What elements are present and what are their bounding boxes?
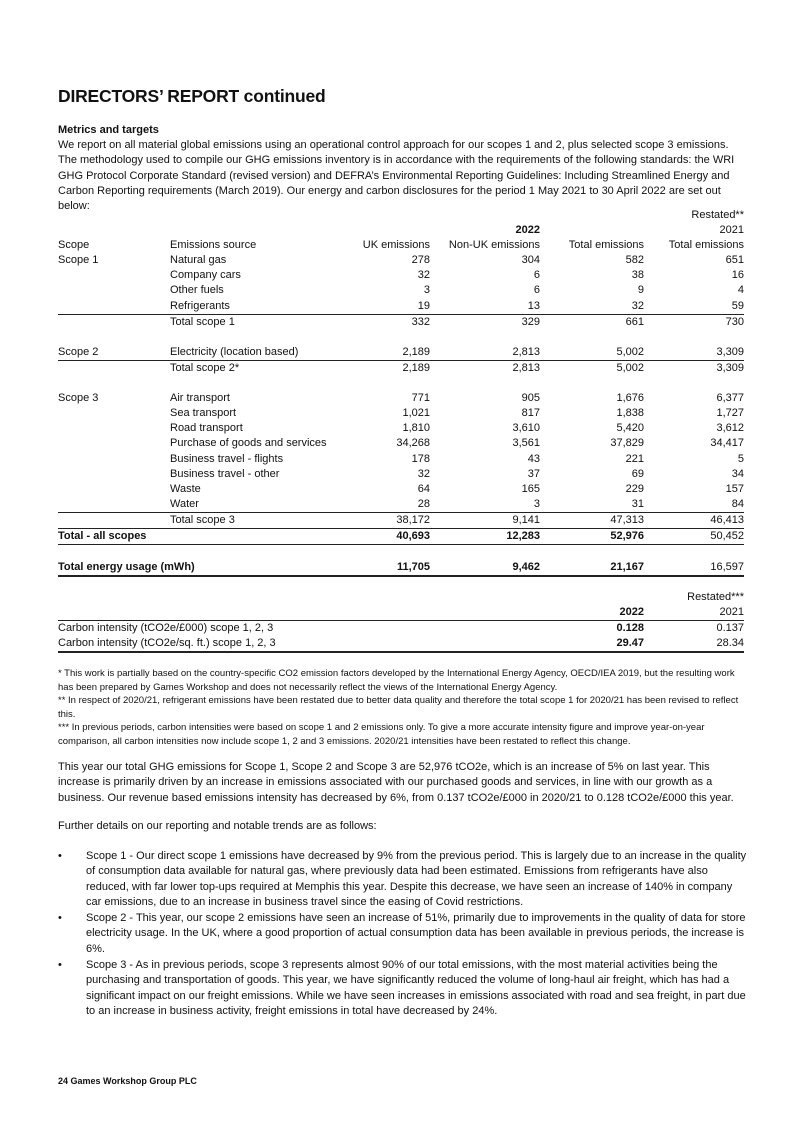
emissions-value: 229 bbox=[625, 482, 644, 495]
emissions-value: 178 bbox=[411, 452, 430, 465]
table-cell bbox=[430, 208, 540, 223]
total-label: Total scope 3 bbox=[170, 512, 342, 528]
total-value: 46,413 bbox=[644, 512, 744, 528]
page-footer: 24 Games Workshop Group PLC bbox=[58, 1076, 197, 1086]
emissions-source: Other fuels bbox=[170, 284, 224, 297]
table-row bbox=[58, 482, 744, 497]
emissions-source: Purchase of goods and services bbox=[170, 437, 327, 450]
table-row bbox=[58, 621, 744, 637]
emissions-value: 59 bbox=[731, 299, 744, 312]
table-cell bbox=[170, 330, 342, 345]
intensity-label: Carbon intensity (tCO2e/sq. ft.) scope 1, 2, 3 bbox=[58, 636, 538, 652]
emissions-source: Business travel - flights bbox=[170, 452, 284, 465]
table-row bbox=[58, 421, 744, 436]
total-value: 2,813 bbox=[430, 360, 540, 376]
intensity-value: 29.47 bbox=[538, 636, 644, 652]
table-cell bbox=[342, 208, 430, 223]
table-cell bbox=[430, 376, 540, 391]
emissions-source: Road transport bbox=[170, 422, 243, 435]
spacer-row bbox=[58, 376, 744, 391]
scope-label bbox=[58, 421, 170, 436]
table-row bbox=[58, 636, 744, 652]
energy-value: 11,705 bbox=[342, 560, 430, 576]
emissions-value: 19 bbox=[417, 299, 430, 312]
total-value: 661 bbox=[540, 314, 644, 330]
emissions-value: 221 bbox=[625, 452, 644, 465]
energy-row bbox=[58, 560, 744, 576]
emissions-value: 64 bbox=[417, 482, 430, 495]
emissions-source: Waste bbox=[170, 482, 201, 495]
emissions-value: 278 bbox=[411, 254, 430, 267]
table-cell bbox=[58, 376, 170, 391]
table-cell bbox=[644, 545, 744, 560]
bullet-icon: • bbox=[58, 850, 62, 862]
energy-value: 21,167 bbox=[540, 560, 644, 576]
emissions-value: 5,420 bbox=[616, 422, 644, 435]
scope-label bbox=[58, 497, 170, 513]
emissions-value: 3,610 bbox=[512, 422, 540, 435]
total-value: 3,309 bbox=[644, 360, 744, 376]
column-header: Total emissions bbox=[568, 239, 644, 252]
total-value: 9,141 bbox=[430, 512, 540, 528]
emissions-value: 9 bbox=[637, 284, 644, 297]
section-title: Metrics and targets bbox=[58, 124, 159, 136]
table-cell bbox=[170, 208, 342, 223]
emissions-source: Electricity (location based) bbox=[170, 345, 299, 358]
emissions-value: 5,002 bbox=[616, 345, 644, 358]
emissions-source: Air transport bbox=[170, 392, 230, 405]
table-cell bbox=[644, 376, 744, 391]
emissions-value: 582 bbox=[625, 254, 644, 267]
table-row bbox=[58, 253, 744, 268]
table-cell bbox=[538, 590, 644, 605]
column-header: UK emissions bbox=[362, 239, 430, 252]
emissions-value: 6 bbox=[533, 269, 540, 282]
table-cell bbox=[170, 545, 342, 560]
header-row bbox=[58, 208, 744, 223]
total-value: 5,002 bbox=[540, 360, 644, 376]
table-row bbox=[58, 283, 744, 298]
footnote: *** In previous periods, carbon intensities were based on scope 1 and 2 emissions only. To give a more accurate intensity figure and improve year-on-year comparison, all carbon intensities now include scope 1, 2 and 3 emissions. 2020/21 intensities have been restated to reflect this change. bbox=[58, 722, 705, 747]
total-value: 38,172 bbox=[342, 512, 430, 528]
column-header: Scope bbox=[58, 239, 90, 252]
intensity-value: 28.34 bbox=[644, 636, 744, 652]
total-row bbox=[58, 360, 744, 376]
emissions-value: 28 bbox=[417, 497, 430, 510]
emissions-value: 3,561 bbox=[512, 437, 540, 450]
table-cell bbox=[342, 376, 430, 391]
summary-paragraph: This year our total GHG emissions for Scope 1, Scope 2 and Scope 3 are 52,976 tCO2e, which is an increase of 5% on last year. This increase is primarily driven by an increase in emissions associated with our purchased goods and services, in line with our growth as a business. Our revenue based emissions intensity has decreased by 6%, from 0.137 tCO2e/£000 in 2020/21 to 0.128 tCO2e/£000 this year. bbox=[58, 761, 734, 804]
emissions-value: 4 bbox=[737, 284, 744, 297]
scope-label bbox=[58, 452, 170, 467]
table-row bbox=[58, 299, 744, 315]
energy-value: 9,462 bbox=[430, 560, 540, 576]
intro-paragraph: We report on all material global emissions using an operational control approach for our scopes 1 and 2, plus selected scope 3 emissions. The methodology used to compile our GHG emissions inventory is in accordance with the requirements of the following standards: the WRI GHG Protocol Corporate Standard (revised version) and DEFRA’s Environmental Reporting Guidelines: Including Streamlined Energy and Carbon Reporting requirements (March 2019). Our energy and carbon disclosures for the period 1 May 2021 to 30 April 2022 are set out below: bbox=[58, 139, 735, 213]
table-cell bbox=[540, 545, 644, 560]
table-cell bbox=[58, 208, 170, 223]
table-cell bbox=[540, 376, 644, 391]
all-scopes-row bbox=[58, 528, 744, 544]
total-value: 2,189 bbox=[342, 360, 430, 376]
restated-label: Restated** bbox=[691, 209, 744, 221]
carbon-intensity-table bbox=[58, 590, 744, 653]
table-cell bbox=[540, 208, 644, 223]
emissions-value: 32 bbox=[417, 467, 430, 480]
total-row bbox=[58, 314, 744, 330]
emissions-source: Refrigerants bbox=[170, 299, 230, 312]
intensity-label: Carbon intensity (tCO2e/£000) scope 1, 2, 3 bbox=[58, 622, 274, 635]
all-scopes-value: 40,693 bbox=[342, 528, 430, 544]
table-cell bbox=[644, 330, 744, 345]
table-cell bbox=[58, 223, 170, 238]
emissions-value: 1,021 bbox=[402, 407, 430, 420]
total-label: Total scope 1 bbox=[170, 314, 342, 330]
footnotes bbox=[58, 667, 748, 749]
table-cell bbox=[58, 512, 170, 528]
table-cell bbox=[58, 605, 538, 621]
list-item bbox=[58, 958, 748, 1019]
emissions-value: 817 bbox=[521, 407, 540, 420]
page-title: DIRECTORS’ REPORT continued bbox=[58, 86, 326, 106]
emissions-value: 1,810 bbox=[402, 422, 430, 435]
table-row bbox=[58, 452, 744, 467]
bullet-icon: • bbox=[58, 912, 62, 925]
total-row bbox=[58, 512, 744, 528]
emissions-value: 13 bbox=[527, 299, 540, 312]
scope-label bbox=[58, 268, 170, 283]
table-cell bbox=[170, 528, 342, 544]
emissions-value: 905 bbox=[521, 392, 540, 405]
scope-label bbox=[58, 482, 170, 497]
all-scopes-value: 12,283 bbox=[430, 528, 540, 544]
table-cell bbox=[58, 545, 170, 560]
emissions-value: 651 bbox=[725, 254, 744, 267]
year-2022-label: 2022 bbox=[538, 605, 644, 621]
intensity-value: 0.137 bbox=[716, 622, 744, 635]
table-row bbox=[58, 497, 744, 513]
total-value: 47,313 bbox=[540, 512, 644, 528]
table-row bbox=[58, 467, 744, 482]
energy-label: Total energy usage (mWh) bbox=[58, 560, 170, 576]
emissions-value: 3,612 bbox=[716, 422, 744, 435]
column-header: Non-UK emissions bbox=[448, 239, 540, 252]
emissions-value: 157 bbox=[725, 482, 744, 495]
scope-label: Scope 1 bbox=[58, 254, 99, 267]
emissions-value: 2,189 bbox=[402, 345, 430, 358]
header-row bbox=[58, 605, 744, 621]
all-scopes-value: 50,452 bbox=[644, 528, 744, 544]
header-row bbox=[58, 590, 744, 605]
table-cell bbox=[540, 223, 644, 238]
year-2022-label: 2022 bbox=[515, 224, 540, 237]
emissions-value: 31 bbox=[631, 497, 644, 510]
table-cell bbox=[58, 314, 170, 330]
emissions-value: 6 bbox=[533, 284, 540, 297]
emissions-source: Company cars bbox=[170, 269, 241, 282]
table-row bbox=[58, 391, 744, 406]
table-cell bbox=[58, 330, 170, 345]
table-cell bbox=[430, 545, 540, 560]
emissions-value: 37,829 bbox=[610, 437, 644, 450]
emissions-value: 69 bbox=[631, 467, 644, 480]
emissions-source: Water bbox=[170, 497, 199, 510]
emissions-value: 34,417 bbox=[710, 437, 744, 450]
emissions-value: 34,268 bbox=[396, 437, 430, 450]
emissions-value: 43 bbox=[527, 452, 540, 465]
footnote: ** In respect of 2020/21, refrigerant emissions have been restated due to better data quality and therefore the total scope 1 for 2020/21 has been revised to reflect this. bbox=[58, 695, 739, 720]
emissions-value: 771 bbox=[411, 392, 430, 405]
year-2021-label: 2021 bbox=[644, 605, 744, 621]
all-scopes-label: Total - all scopes bbox=[58, 528, 170, 544]
bullet-text: Scope 3 - As in previous periods, scope 3 represents almost 90% of our total emissions, with the most material activities being the purchasing and transportation of goods. This year, we have significantly reduced the volume of long-haul air freight, which has had a significant impact on our freight emissions. While we have seen increases in emissions associated with road and sea freight, in part due to an increase in business activity, freight emissions in total have decreased by 24%. bbox=[86, 959, 746, 1017]
table-cell bbox=[342, 223, 430, 238]
table-cell bbox=[58, 590, 538, 605]
emissions-value: 2,813 bbox=[512, 345, 540, 358]
emissions-value: 16 bbox=[731, 269, 744, 282]
intensity-value: 0.128 bbox=[616, 622, 644, 635]
total-label: Total scope 2* bbox=[170, 360, 342, 376]
column-header: Total emissions bbox=[668, 239, 744, 252]
emissions-source: Business travel - other bbox=[170, 467, 280, 480]
energy-value: 16,597 bbox=[644, 560, 744, 576]
emissions-value: 304 bbox=[521, 254, 540, 267]
scope-label bbox=[58, 467, 170, 482]
table-cell bbox=[342, 545, 430, 560]
emissions-value: 38 bbox=[631, 269, 644, 282]
bullet-icon: • bbox=[58, 959, 62, 972]
header-row bbox=[58, 223, 744, 238]
emissions-value: 1,838 bbox=[616, 407, 644, 420]
table-cell bbox=[540, 330, 644, 345]
scope-label: Scope 3 bbox=[58, 392, 99, 405]
emissions-value: 3 bbox=[423, 284, 430, 297]
emissions-value: 6,377 bbox=[716, 392, 744, 405]
total-value: 730 bbox=[644, 314, 744, 330]
column-header: Emissions source bbox=[170, 239, 257, 252]
further-details-intro: Further details on our reporting and notable trends are as follows: bbox=[58, 820, 377, 832]
emissions-source: Sea transport bbox=[170, 407, 237, 420]
emissions-value: 34 bbox=[731, 467, 744, 480]
table-row bbox=[58, 345, 744, 361]
emissions-value: 37 bbox=[527, 467, 540, 480]
spacer-row bbox=[58, 330, 744, 345]
emissions-source: Natural gas bbox=[170, 254, 227, 267]
table-cell bbox=[342, 330, 430, 345]
scope-label bbox=[58, 406, 170, 421]
emissions-value: 32 bbox=[631, 299, 644, 312]
table-cell bbox=[170, 560, 342, 576]
emissions-table bbox=[58, 208, 744, 577]
emissions-value: 3,309 bbox=[716, 345, 744, 358]
scope-label: Scope 2 bbox=[58, 345, 99, 358]
year-2021-label: 2021 bbox=[719, 224, 744, 237]
emissions-value: 1,676 bbox=[616, 392, 644, 405]
table-cell bbox=[58, 360, 170, 376]
total-value: 329 bbox=[430, 314, 540, 330]
bullet-text: Scope 1 - Our direct scope 1 emissions have decreased by 9% from the previous period. This is largely due to an increase in the quality of consumption data available for natural gas, where previously data had been estimated. Emissions from refrigerants have also reduced, with far lower top-ups required at Memphis this year. Despite this decrease, we have seen an increase of 140% in company car emissions, due to an increase in business travel since the easing of Covid restrictions. bbox=[86, 850, 747, 908]
total-value: 332 bbox=[342, 314, 430, 330]
all-scopes-value: 52,976 bbox=[540, 528, 644, 544]
scope-label bbox=[58, 436, 170, 451]
table-cell bbox=[170, 223, 342, 238]
emissions-value: 3 bbox=[533, 497, 540, 510]
list-item bbox=[58, 911, 748, 957]
table-row bbox=[58, 436, 744, 451]
scope-label bbox=[58, 283, 170, 298]
column-header-row bbox=[58, 238, 744, 253]
scope-label bbox=[58, 299, 170, 315]
emissions-value: 5 bbox=[737, 452, 744, 465]
list-item bbox=[58, 849, 748, 910]
table-cell bbox=[430, 330, 540, 345]
emissions-value: 1,727 bbox=[716, 407, 744, 420]
footnote: * This work is partially based on the country-specific CO2 emission factors developed by the International Energy Agency, OECD/IEA 2019, but the resulting work has been prepared by Games Workshop and does not necessarily reflect the views of the International Energy Agency. bbox=[58, 668, 735, 693]
table-row bbox=[58, 268, 744, 283]
spacer-row bbox=[58, 545, 744, 560]
emissions-value: 84 bbox=[731, 497, 744, 510]
emissions-value: 32 bbox=[417, 269, 430, 282]
trend-bullet-list bbox=[58, 849, 748, 1020]
table-cell bbox=[170, 376, 342, 391]
table-row bbox=[58, 406, 744, 421]
bullet-text: Scope 2 - This year, our scope 2 emissions have seen an increase of 51%, primarily due to improvements in the quality of data for store electricity usage. In the UK, where a good proportion of actual consumption data has been available in previous periods, the increase is 6%. bbox=[86, 912, 746, 955]
restated-label: Restated*** bbox=[687, 591, 744, 603]
emissions-value: 165 bbox=[521, 482, 540, 495]
